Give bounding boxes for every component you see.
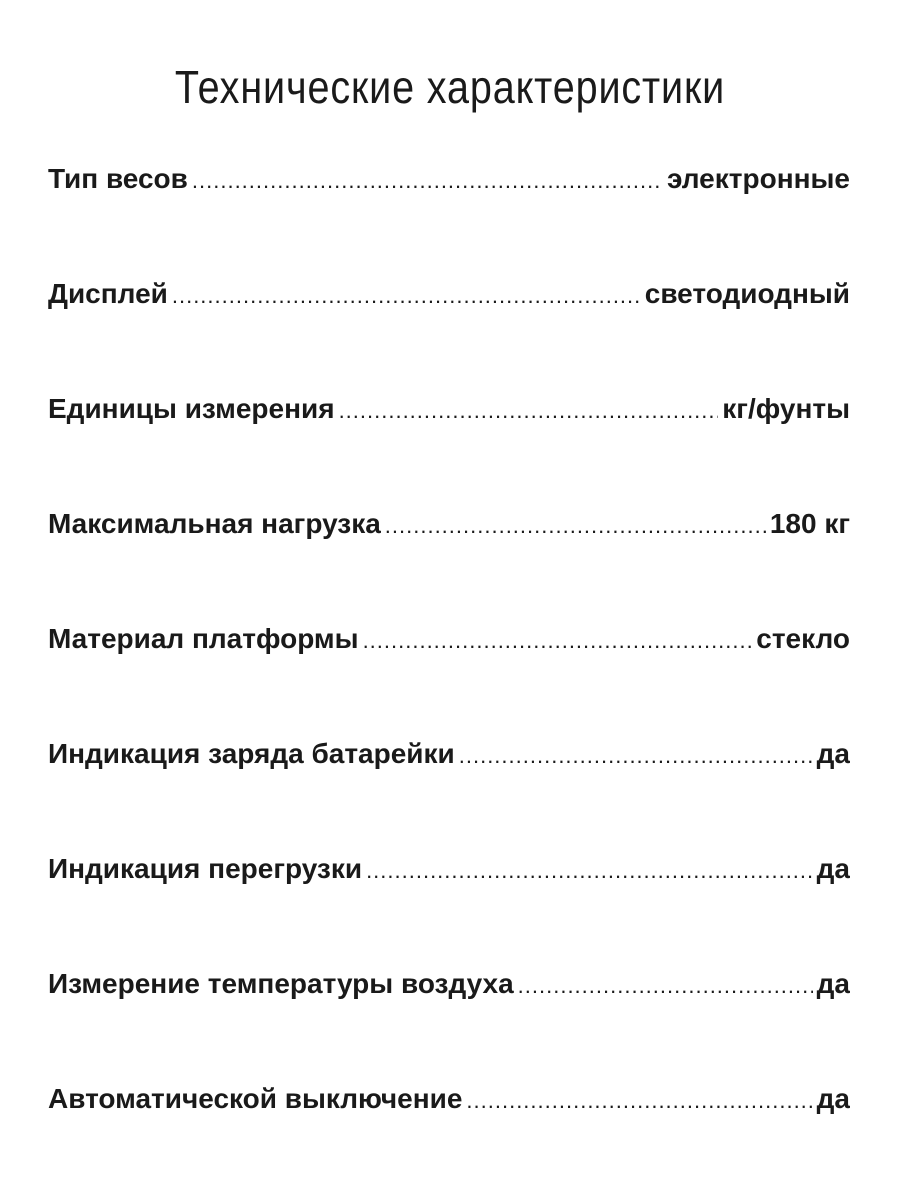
spec-value: да [816, 853, 850, 884]
spec-label: Единицы измерения [48, 393, 335, 424]
spec-label: Тип весов [48, 163, 188, 194]
spec-row-battery-indicator [48, 731, 850, 846]
spec-value: 180 кг [769, 508, 850, 539]
spec-value: электронные [667, 163, 850, 194]
spec-row-platform-material [48, 616, 850, 731]
spec-value: светодиодный [644, 278, 850, 309]
dot-leader [518, 963, 813, 1009]
spec-value: кг/фунты [722, 393, 850, 424]
dot-leader [363, 618, 753, 664]
spec-row-overload-indicator [48, 846, 850, 961]
spec-value: да [816, 1083, 850, 1114]
dot-leader [192, 158, 663, 204]
spec-value: стекло [756, 623, 850, 654]
dot-leader [339, 388, 719, 434]
spec-list [48, 156, 850, 1191]
spec-row-units [48, 386, 850, 501]
spec-label: Материал платформы [48, 623, 359, 654]
spec-row-max-load [48, 501, 850, 616]
spec-value: да [816, 968, 850, 999]
spec-value: да [816, 738, 850, 769]
dot-leader [172, 273, 641, 319]
spec-label: Измерение температуры воздуха [48, 968, 514, 999]
dot-leader [385, 503, 766, 549]
spec-label: Индикация заряда батарейки [48, 738, 455, 769]
dot-leader [459, 733, 813, 779]
spec-row-air-temperature [48, 961, 850, 1076]
spec-label: Дисплей [48, 278, 168, 309]
spec-label: Максимальная нагрузка [48, 508, 381, 539]
dot-leader [466, 1078, 812, 1124]
spec-label: Автоматической выключение [48, 1083, 463, 1114]
spec-row-scale-type [48, 156, 850, 271]
dot-leader [366, 848, 813, 894]
spec-row-display [48, 271, 850, 386]
page-title: Технические характеристики [174, 61, 726, 113]
spec-row-auto-off [48, 1076, 850, 1191]
spec-label: Индикация перегрузки [48, 853, 363, 884]
